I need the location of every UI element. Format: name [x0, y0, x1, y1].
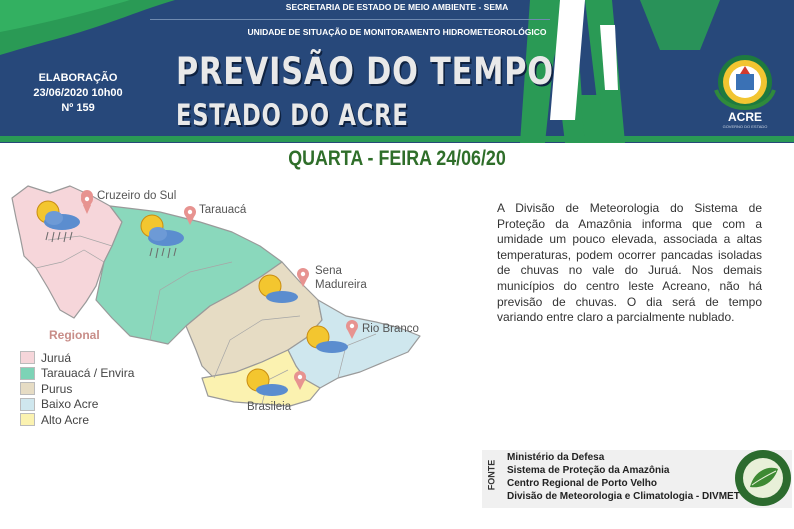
header-bottom-bar	[0, 136, 794, 142]
city-label-madureira: Madureira	[315, 279, 367, 291]
legend-swatch	[20, 413, 35, 426]
header-divider	[150, 19, 550, 20]
city-label-brasileia: Brasileia	[247, 401, 292, 413]
source-lines	[507, 451, 740, 503]
elaboracao-block	[20, 71, 136, 116]
legend-label: Juruá	[41, 350, 72, 365]
city-label-sena: Sena	[315, 265, 342, 277]
elaboracao-date: 23/06/2020 10h00	[33, 87, 123, 99]
legend-item	[20, 366, 134, 382]
legend-title: Regional	[49, 328, 100, 342]
legend-item	[20, 397, 134, 413]
header-org: SECRETARIA DE ESTADO DE MEIO AMBIENTE - SEMA	[285, 2, 509, 12]
source-line: Centro Regional de Porto Velho	[507, 478, 658, 489]
page-title: PREVISÃO DO TEMPO	[176, 50, 554, 93]
legend-label: Purus	[41, 381, 73, 396]
forecast-description: A Divisão de Meteorologia do Sistema de Proteção da Amazônia informa que com a umidade um pouco elevada, associada a altas temperaturas, podem ocorrer pancadas isoladas de chuvas no vale do Juruá. Nos demais municípios do centro leste Acreano, não há previsão de chuvas. O dia será de tempo variando entre claro a parcialmente nublado.	[497, 201, 762, 325]
legend-label: Alto Acre	[41, 412, 90, 427]
header-banner	[0, 0, 794, 143]
page-subtitle: ESTADO DO ACRE	[176, 98, 409, 132]
legend-item	[20, 381, 134, 397]
source-line: Divisão de Meteorologia e Climatologia - DIVMET	[507, 491, 740, 502]
bulletin-number: Nº 159	[61, 102, 95, 114]
legend-item	[20, 350, 134, 366]
source-line: Ministério da Defesa	[507, 452, 605, 463]
header-unit: UNIDADE DE SITUAÇÃO DE MONITORAMENTO HIDROMETEOROLÓGICO	[247, 27, 547, 37]
legend-swatch	[20, 367, 35, 380]
map-legend	[20, 350, 134, 428]
city-label-rio-branco: Rio Branco	[362, 323, 419, 335]
sipam-seal-logo	[734, 449, 792, 507]
forecast-date: QUARTA - FEIRA 24/06/20	[288, 147, 506, 170]
city-label-tarauaca: Tarauacá	[199, 204, 247, 216]
legend-swatch	[20, 351, 35, 364]
legend-swatch	[20, 382, 35, 395]
legend-swatch	[20, 398, 35, 411]
source-line: Sistema de Proteção da Amazônia	[507, 465, 670, 476]
legend-label: Baixo Acre	[41, 397, 99, 412]
logo-subtext: GOVERNO DO ESTADO	[722, 124, 768, 129]
city-label-cruzeiro-do-sul: Cruzeiro do Sul	[97, 190, 177, 202]
logo-text: ACRE	[727, 110, 762, 124]
legend-label: Tarauacá / Envira	[41, 366, 135, 381]
source-label: FONTE	[486, 459, 497, 491]
elaboracao-label: ELABORAÇÃO	[38, 72, 118, 84]
legend-item	[20, 412, 134, 428]
